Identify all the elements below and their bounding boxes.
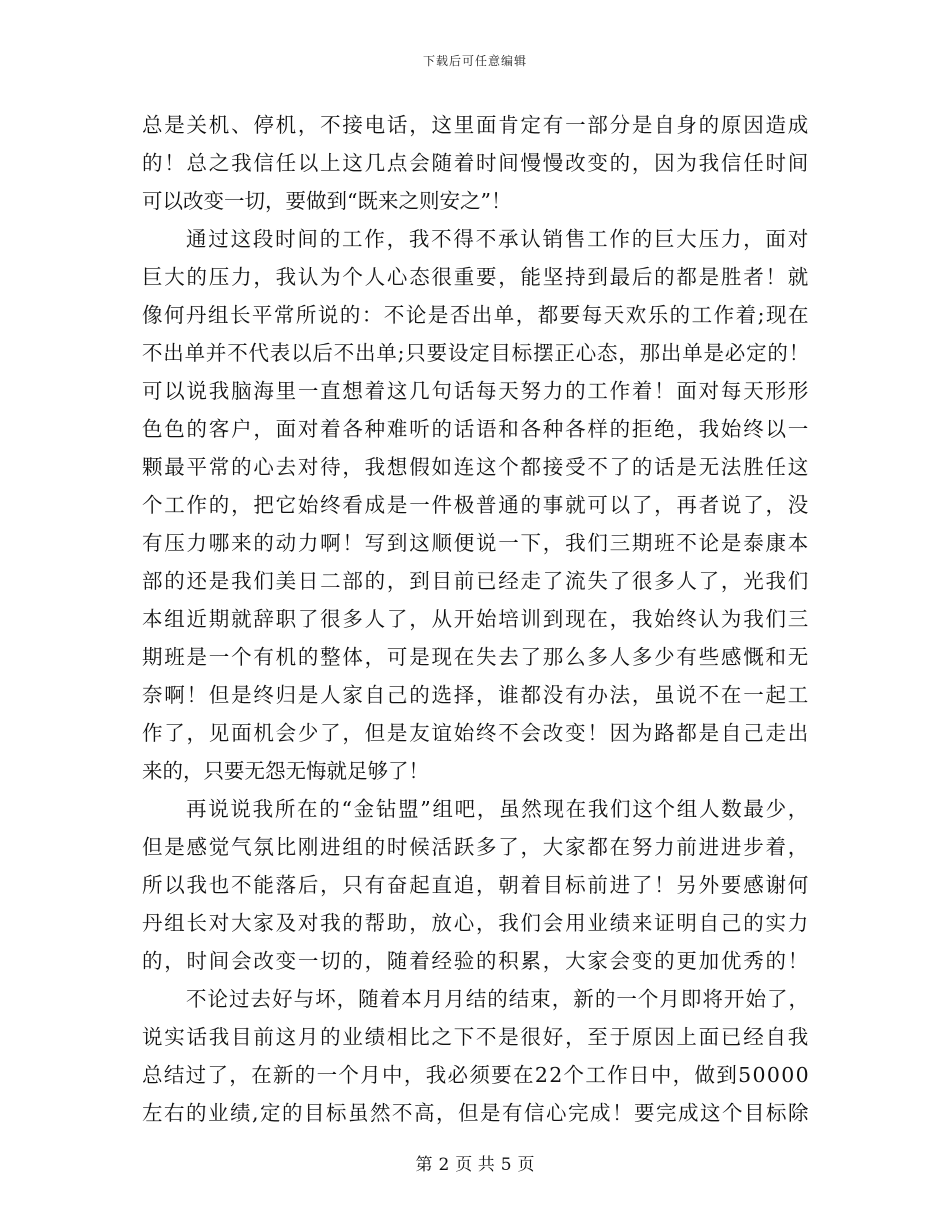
- footer-mid: 页 共: [455, 1155, 495, 1175]
- text-line: 说实话我目前这月的业绩相比之下不是很好，至于原因上面已经自我: [142, 1025, 810, 1049]
- text-line: 可以改变一切，要做到“既来之则安之”！: [142, 189, 512, 213]
- footer-prefix: 第: [415, 1155, 433, 1175]
- text-line: 色色的客户，面对着各种难听的话语和各种各样的拒绝，我始终以一: [142, 417, 810, 441]
- text-line: 期班是一个有机的整体，可是现在失去了那么多人多少有些感慨和无: [142, 645, 810, 669]
- text-line: 但是感觉气氛比刚进组的时候活跃多了，大家都在努力前进进步着，: [142, 835, 810, 859]
- footer-suffix: 页: [517, 1155, 535, 1175]
- text-line: 部的还是我们美日二部的，到目前已经走了流失了很多人了，光我们: [142, 569, 810, 593]
- page-header: 下载后可任意编辑: [422, 54, 527, 68]
- text-line: 不论过去好与坏，随着本月月结的结束，新的一个月即将开始了，: [186, 987, 810, 1011]
- document-body: [142, 106, 810, 1132]
- text-line: 可以说我脑海里一直想着这几句话每天努力的工作着！面对每天形形: [142, 379, 810, 403]
- page-footer: [0, 1150, 950, 1175]
- text-line: 有压力哪来的动力啊！写到这顺便说一下，我们三期班不论是泰康本: [142, 531, 810, 555]
- text-line: 丹组长对大家及对我的帮助，放心，我们会用业绩来证明自己的实力: [142, 911, 810, 935]
- text-line: 个工作的，把它始终看成是一件极普通的事就可以了，再者说了，没: [142, 493, 810, 517]
- text-line: 所以我也不能落后，只有奋起直追，朝着目标前进了！另外要感谢何: [142, 873, 810, 897]
- text-line: 颗最平常的心去对待，我想假如连这个都接受不了的话是无法胜任这: [142, 455, 810, 479]
- footer-page-number: 2: [438, 1155, 450, 1175]
- text-line: 总结过了，在新的一个月中，我必须要在22个工作日中，做到50000: [142, 1063, 810, 1087]
- text-line: 的！总之我信任以上这几点会随着时间慢慢改变的，因为我信任时间: [142, 151, 810, 175]
- text-line: 总是关机、停机，不接电话，这里面肯定有一部分是自身的原因造成: [142, 113, 810, 137]
- text-line: 不出单并不代表以后不出单;只要设定目标摆正心态，那出单是必定的！: [142, 341, 810, 365]
- text-line: 作了，见面机会少了，但是友谊始终不会改变！因为路都是自己走出: [142, 721, 810, 745]
- text-line: 巨大的压力，我认为个人心态很重要，能坚持到最后的都是胜者！就: [142, 265, 810, 289]
- text-line: 左右的业绩,定的目标虽然不高，但是有信心完成！要完成这个目标除: [142, 1101, 810, 1125]
- text-line: 的，时间会改变一切的，随着经验的积累，大家会变的更加优秀的！: [142, 949, 810, 973]
- text-line: 本组近期就辞职了很多人了，从开始培训到现在，我始终认为我们三: [142, 607, 810, 631]
- footer-total-pages: 5: [500, 1155, 512, 1175]
- text-line: 像何丹组长平常所说的：不论是否出单，都要每天欢乐的工作着;现在: [142, 303, 810, 327]
- text-line: 再说说我所在的“金钻盟”组吧，虽然现在我们这个组人数最少，: [186, 797, 810, 821]
- text-line: 奈啊！但是终归是人家自己的选择，谁都没有办法，虽说不在一起工: [142, 683, 810, 707]
- text-line: 通过这段时间的工作，我不得不承认销售工作的巨大压力，面对: [186, 227, 810, 251]
- text-line: 来的，只要无怨无悔就足够了！: [142, 759, 429, 783]
